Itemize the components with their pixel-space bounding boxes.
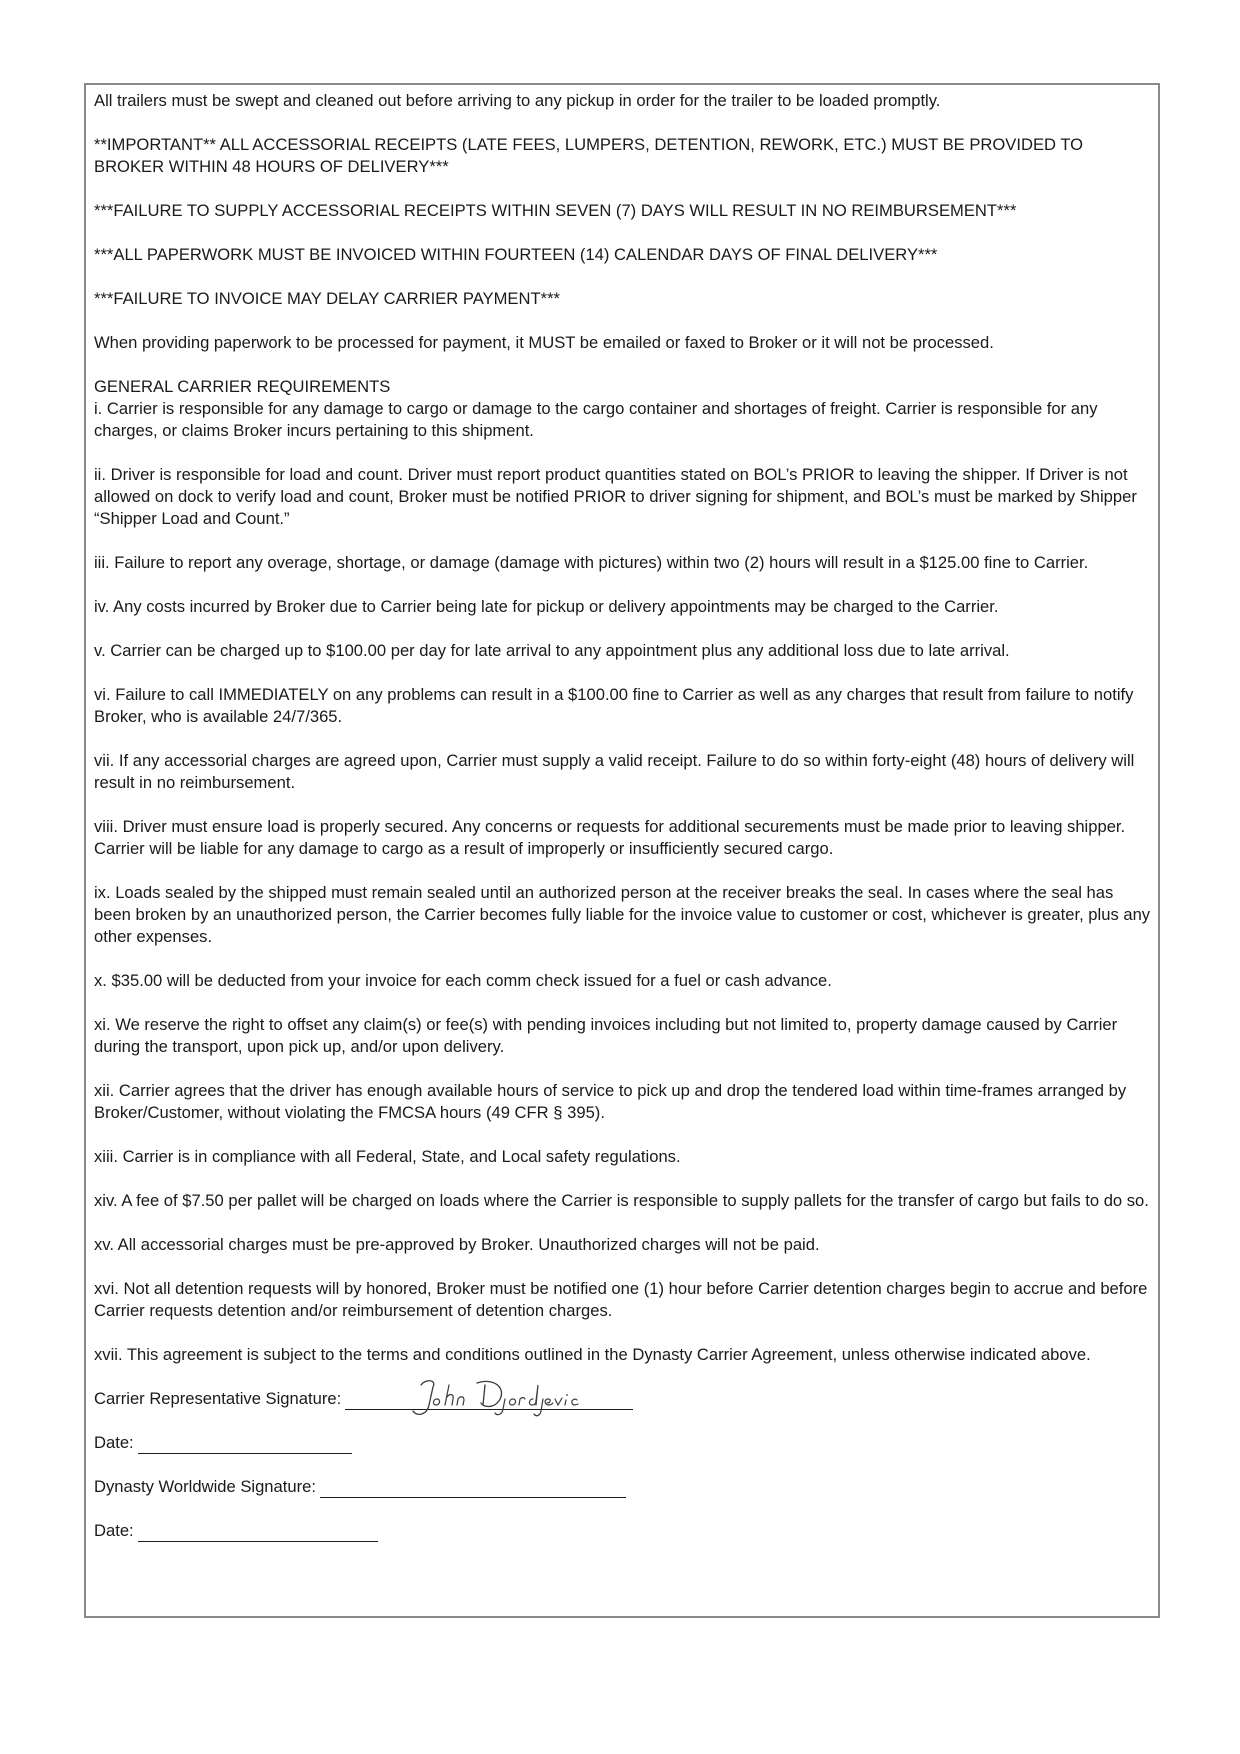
requirement-item: ii. Driver is responsible for load and count. Driver must report product quantities stated on BOL’s PRIOR to leaving the shipper. If Driver is not allowed on dock to verify load and count, Broker must be notified PRIOR to driver signing for shipment, and BOL’s must be marked by Shipper “Shipper Load and Count.” <box>94 465 1137 528</box>
requirement-item: i. Carrier is responsible for any damage to cargo or damage to the cargo container and shortages of freight. Carrier is responsible for any charges, or claims Broker incurs pertaining to this shipment. <box>94 399 1098 440</box>
dynasty-date-label: Date: <box>94 1521 134 1540</box>
requirement-item: xiii. Carrier is in compliance with all Federal, State, and Local safety regulations. <box>94 1147 681 1166</box>
requirements-heading: GENERAL CARRIER REQUIREMENTS <box>94 377 391 396</box>
requirement-item: xiv. A fee of $7.50 per pallet will be charged on loads where the Carrier is responsible to supply pallets for the transfer of cargo but fails to do so. <box>94 1191 1149 1210</box>
requirement-item: xvi. Not all detention requests will by honored, Broker must be notified one (1) hour before Carrier detention charges begin to accrue and before Carrier requests detention and/or reimbursement of detention charges. <box>94 1279 1148 1320</box>
carrier-signature-line <box>94 1388 1152 1410</box>
requirement-item: viii. Driver must ensure load is properly secured. Any concerns or requests for additional securements must be made prior to leaving shipper. Carrier will be liable for any damage to cargo as a result of improperly or insufficiently secured cargo. <box>94 817 1126 858</box>
handwritten-signature <box>403 1375 593 1421</box>
dynasty-signature-field[interactable] <box>320 1480 626 1498</box>
trailer-cleaning-notice: All trailers must be swept and cleaned out before arriving to any pickup in order for the trailer to be loaded promptly. <box>94 91 941 110</box>
dynasty-signature-line <box>94 1476 1152 1498</box>
requirement-item: v. Carrier can be charged up to $100.00 per day for late arrival to any appointment plus any additional loss due to late arrival. <box>94 641 1010 660</box>
requirement-item: x. $35.00 will be deducted from your invoice for each comm check issued for a fuel or cash advance. <box>94 971 832 990</box>
requirement-item: vi. Failure to call IMMEDIATELY on any problems can result in a $100.00 fine to Carrier as well as any charges that result from failure to notify Broker, who is available 24/7/365. <box>94 685 1134 726</box>
receipts-deadline-notice: ***FAILURE TO SUPPLY ACCESSORIAL RECEIPTS WITHIN SEVEN (7) DAYS WILL RESULT IN NO REIMBURSEMENT*** <box>94 201 1017 220</box>
carrier-signature-label: Carrier Representative Signature: <box>94 1389 342 1408</box>
requirement-item: iv. Any costs incurred by Broker due to Carrier being late for pickup or delivery appointments may be charged to the Carrier. <box>94 597 999 616</box>
requirement-item: xv. All accessorial charges must be pre-approved by Broker. Unauthorized charges will not be paid. <box>94 1235 820 1254</box>
dynasty-signature-label: Dynasty Worldwide Signature: <box>94 1477 316 1496</box>
requirement-item: ix. Loads sealed by the shipped must remain sealed until an authorized person at the receiver breaks the seal. In cases where the seal has been broken by an unauthorized person, the Carrier becomes fully liable for the invoice value to customer or cost, whichever is greater, plus any other expenses. <box>94 883 1151 946</box>
document-body <box>94 90 1152 1564</box>
dynasty-date-field[interactable] <box>138 1524 378 1542</box>
payment-delay-notice: ***FAILURE TO INVOICE MAY DELAY CARRIER PAYMENT*** <box>94 289 560 308</box>
accessorial-receipts-notice: **IMPORTANT** ALL ACCESSORIAL RECEIPTS (LATE FEES, LUMPERS, DETENTION, REWORK, ETC.) MUST BE PROVIDED TO BROKER WITHIN 48 HOURS OF DELIVERY*** <box>94 135 1084 176</box>
carrier-date-label: Date: <box>94 1433 134 1452</box>
carrier-signature-field[interactable] <box>345 1392 633 1410</box>
dynasty-date-line <box>94 1520 1152 1542</box>
paperwork-submission-notice: When providing paperwork to be processed for payment, it MUST be emailed or faxed to Broker or it will not be processed. <box>94 333 994 352</box>
carrier-date-line <box>94 1432 1152 1454</box>
invoicing-deadline-notice: ***ALL PAPERWORK MUST BE INVOICED WITHIN FOURTEEN (14) CALENDAR DAYS OF FINAL DELIVERY*** <box>94 245 938 264</box>
requirement-item: xi. We reserve the right to offset any claim(s) or fee(s) with pending invoices including but not limited to, property damage caused by Carrier during the transport, upon pick up, and/or upon delivery. <box>94 1015 1118 1056</box>
requirement-item: xii. Carrier agrees that the driver has enough available hours of service to pick up and drop the tendered load within time-frames arranged by Broker/Customer, without violating the FMCSA hours (49 CFR § 395). <box>94 1081 1127 1122</box>
requirement-item: vii. If any accessorial charges are agreed upon, Carrier must supply a valid receipt. Failure to do so within forty-eight (48) hours of delivery will result in no reimbursement. <box>94 751 1135 792</box>
requirement-item: iii. Failure to report any overage, shortage, or damage (damage with pictures) within two (2) hours will result in a $125.00 fine to Carrier. <box>94 553 1089 572</box>
requirement-item: xvii. This agreement is subject to the terms and conditions outlined in the Dynasty Carrier Agreement, unless otherwise indicated above. <box>94 1345 1091 1364</box>
carrier-date-field[interactable] <box>138 1436 352 1454</box>
